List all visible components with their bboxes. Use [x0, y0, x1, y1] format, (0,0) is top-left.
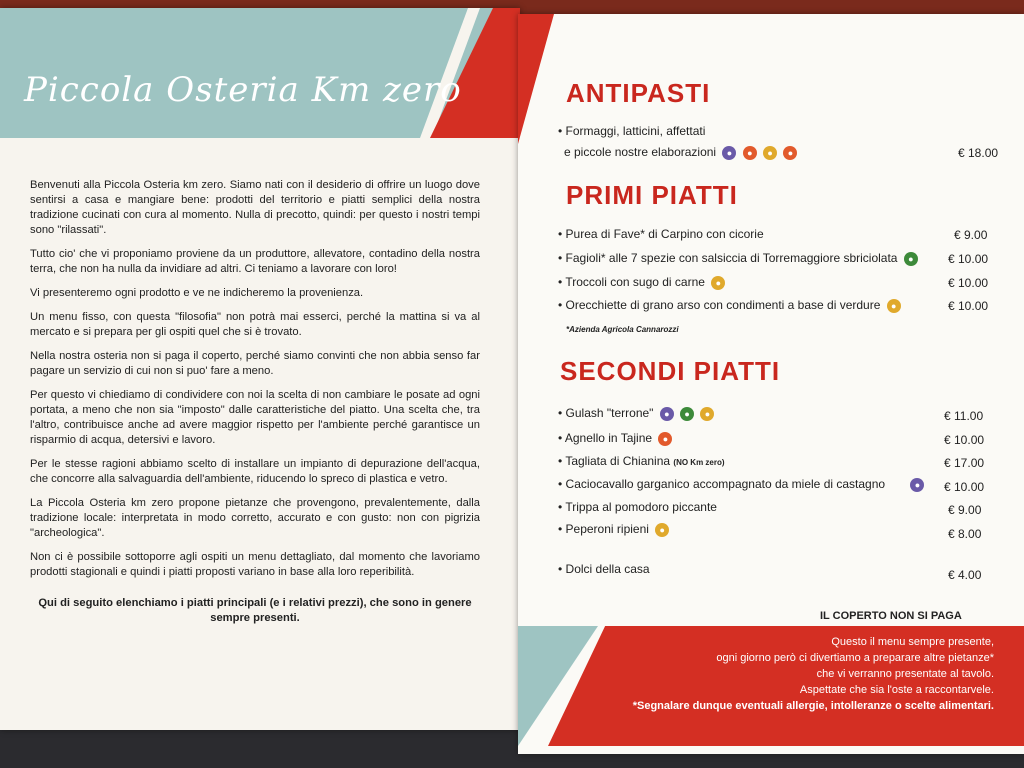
menu-item	[558, 251, 918, 266]
item-name: • Tagliata di Chianina	[558, 454, 671, 468]
intro-paragraph: Non ci è possibile sottoporre agli ospiti un menu dettagliato, dal momento che lavoriamo prodotti stagionali e quindi i piatti proposti variano in base alla loro reperibilità.	[30, 551, 480, 578]
intro-paragraph: Tutto cio' che vi proponiamo proviene da un produttore, allevatore, contadino della nostra terra, che non ha nulla da invidiare ad altri. Ci teniamo a lavorare con loro!	[30, 248, 480, 275]
supplier-note: *Azienda Agricola Cannarozzi	[566, 325, 679, 334]
item-price: € 17.00	[944, 456, 985, 470]
item-price: € 4.00	[948, 568, 982, 582]
item-price: € 11.00	[944, 409, 984, 423]
menu-right-page	[518, 14, 1024, 754]
intro-paragraph: Nella nostra osteria non si paga il coperto, perché siamo convinti che non abbia senso far pagare un servizio di cui non si puo' fare a meno.	[30, 350, 480, 377]
closing-note: Qui di seguito elenchiamo i piatti principali (e i relativi prezzi), che sono in genere sempre presenti.	[38, 597, 472, 624]
gluten-icon: ●	[711, 276, 725, 290]
menu-item: • Trippa al pomodoro piccante	[558, 500, 717, 514]
item-price: € 10.00	[948, 252, 989, 266]
footer-text	[564, 634, 994, 714]
item-price: € 9.00	[954, 228, 988, 242]
gluten-icon: ●	[700, 407, 714, 421]
pork-icon: ●	[783, 146, 797, 160]
intro-paragraph: La Piccola Osteria km zero propone pietanze che provengono, prevalentemente, dalla tradizione locale: interpretata in modo corretto, accurato e con gusto: non con pigrizia "archeologica".	[30, 497, 480, 539]
intro-paragraph: Vi presenteremo ogni prodotto e ve ne indicheremo la provenienza.	[30, 287, 364, 299]
menu-item	[558, 477, 924, 492]
item-name: • Agnello in Tajine	[558, 431, 653, 445]
menu-item	[558, 522, 669, 537]
item-name: • Orecchiette di grano arso con condimenti a base di verdure	[558, 298, 881, 312]
item-price: € 10.00	[948, 276, 989, 290]
meat-icon: ●	[743, 146, 757, 160]
item-name: • Peperoni ripieni	[558, 522, 649, 536]
coperto-notice: IL COPERTO NON SI PAGA	[820, 610, 962, 622]
item-name: • Caciocavallo garganico accompagnato da miele di castagno	[558, 477, 886, 491]
gluten-icon: ●	[763, 146, 777, 160]
vegetable-icon: ●	[904, 252, 918, 266]
intro-text	[30, 178, 480, 635]
intro-paragraph: Benvenuti alla Piccola Osteria km zero. Siamo nati con il desiderio di offrire un luogo dove sentirsi a casa e mangiare bene: prodotti del territorio e piatti semplici della nostra tradizione cucinati con cura al momento. Nulla di precotto, quindi: per questo i nostri tempi sono "rilassati".	[30, 179, 480, 236]
menu-item	[564, 145, 797, 160]
vegetable-icon: ●	[680, 407, 694, 421]
section-antipasti-title: ANTIPASTI	[566, 78, 711, 108]
meat-icon: ●	[658, 432, 672, 446]
menu-item: • Dolci della casa	[558, 562, 650, 576]
item-name: • Gulash "terrone"	[558, 406, 654, 420]
menu-item: • Formaggi, latticini, affettati	[558, 124, 706, 138]
menu-item	[558, 406, 714, 421]
item-price: € 10.00	[944, 433, 985, 447]
menu-item	[558, 275, 725, 290]
intro-paragraph: Per questo vi chiediamo di condividere con noi la scelta di non cambiare le posate ad ogni portata, a meno che non sia "imposto" dalle caratteristiche del piatto. Una scelta che, tra l'altro, contribuisce anche ad avere maggior rispetto per l'ambiente perché garantisce un risparmio di acqua, detersivi e lavoro.	[30, 389, 480, 446]
menu-item	[558, 431, 672, 446]
menu-item	[558, 454, 725, 468]
gluten-icon: ●	[655, 523, 669, 537]
footer-line: che vi verranno presentate al tavolo.	[816, 668, 994, 680]
dairy-icon: ●	[722, 146, 736, 160]
item-price: € 8.00	[948, 527, 982, 541]
allergy-note: *Segnalare dunque eventuali allergie, intolleranze o scelte alimentari.	[632, 700, 994, 712]
item-note: (NO Km zero)	[673, 458, 725, 467]
item-name: • Fagioli* alle 7 spezie con salsiccia di Torremaggiore sbriciolata	[558, 251, 898, 265]
corner-triangle	[518, 14, 554, 144]
section-primi-title: PRIMI PIATTI	[566, 180, 738, 210]
footer-line: ogni giorno però ci divertiamo a preparare altre pietanze*	[716, 652, 994, 664]
item-price: € 10.00	[948, 299, 989, 313]
section-secondi-title: SECONDI PIATTI	[560, 356, 781, 386]
intro-paragraph: Un menu fisso, con questa "filosofia" non potrà mai esserci, perché la mattina si va al mercato e si prepara per gli ospiti quel che si è trovato.	[30, 311, 480, 338]
intro-paragraph: Per le stesse ragioni abbiamo scelto di installare un impianto di depurazione dell'acqua, che concorre alla salvaguardia dell'ambiente, riducendo lo spreco di plastica e vetro.	[30, 458, 480, 485]
gluten-icon: ●	[887, 299, 901, 313]
restaurant-title: Piccola Osteria Km zero	[24, 70, 462, 110]
footer-line: Questo il menu sempre presente,	[831, 636, 994, 648]
item-price: € 18.00	[958, 146, 999, 160]
item-price: € 9.00	[948, 503, 982, 517]
menu-item: • Purea di Fave* di Carpino con cicorie	[558, 227, 764, 241]
footer-line: Aspettate che sia l'oste a raccontarvele.	[799, 684, 994, 696]
menu-left-page	[0, 8, 520, 730]
item-name: • Troccoli con sugo di carne	[558, 275, 705, 289]
item-price: € 10.00	[944, 480, 985, 494]
dairy-icon: ●	[910, 478, 924, 492]
item-name: e piccole nostre elaborazioni	[564, 145, 717, 159]
dairy-icon: ●	[660, 407, 674, 421]
menu-item	[558, 298, 901, 313]
